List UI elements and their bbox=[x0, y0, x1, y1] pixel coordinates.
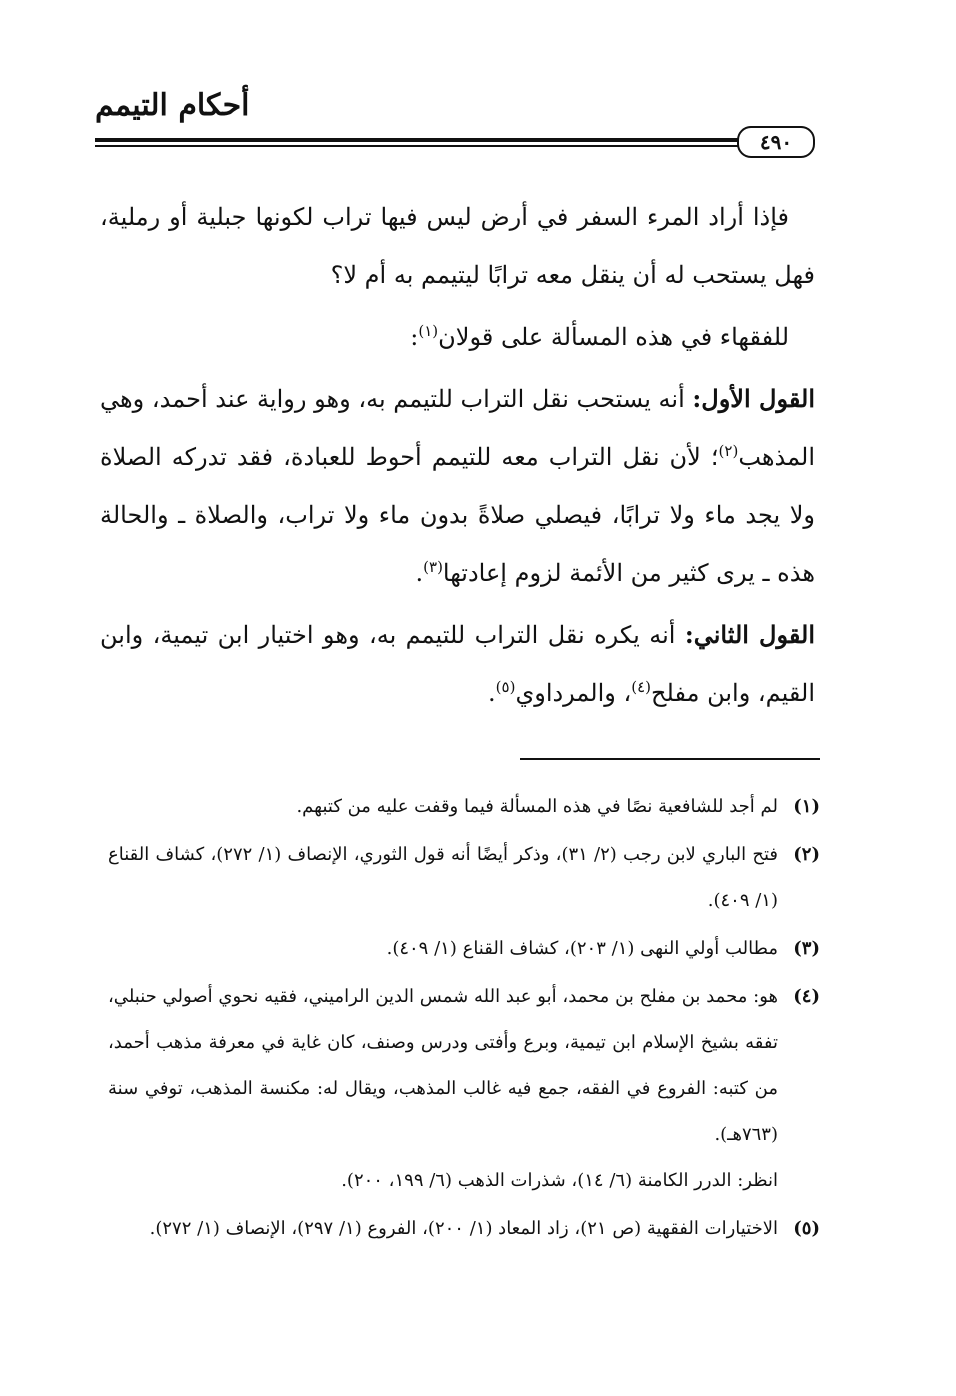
footnote-2 bbox=[108, 832, 820, 924]
footnote-separator bbox=[520, 758, 820, 760]
footnote-text: مطالب أولي النهى (١/ ٢٠٣)، كشاف القناع (١/ ٤٠٩). bbox=[386, 938, 778, 959]
footnote-5 bbox=[108, 1206, 820, 1252]
paragraph-second-opinion bbox=[100, 606, 815, 722]
header-rule-thin bbox=[95, 145, 745, 147]
footnote-number: (٢) bbox=[793, 844, 820, 865]
main-text bbox=[100, 188, 815, 722]
second-opinion-text-b: ، والمرداوي bbox=[515, 679, 632, 707]
paragraph-first-opinion bbox=[100, 370, 815, 602]
footnote-subreference: انظر: الدرر الكامنة (٦/ ١٤)، شذرات الذهب (٦/ ١٩٩، ٢٠٠). bbox=[341, 1170, 778, 1191]
footnote-ref-2: (٢) bbox=[718, 442, 739, 460]
page-number: ٤٩٠ bbox=[737, 126, 815, 158]
book-title: أحكام التيمم bbox=[95, 88, 250, 123]
footnote-text: الاختيارات الفقهية (ص ٢١)، زاد المعاد (١/ ٢٠٠)، الفروع (١/ ٢٩٧)، الإنصاف (١/ ٢٧٢). bbox=[149, 1218, 778, 1239]
footnote-ref-5: (٥) bbox=[495, 678, 516, 696]
footnote-number: (٤) bbox=[793, 986, 820, 1007]
footnote-number: (٣) bbox=[793, 938, 820, 959]
second-opinion-text-a: أنه يكره نقل التراب للتيمم به، وهو اختيار ابن تيمية، وابن القيم، وابن مفلح bbox=[100, 621, 815, 707]
second-opinion-lead: القول الثاني: bbox=[684, 620, 816, 649]
paragraph-question: فإذا أراد المرء السفر في أرض ليس فيها تراب لكونها جبلية أو رملية، فهل يستحب له أن ينقل معه ترابًا ليتيمم به أم لا؟ bbox=[100, 203, 815, 289]
footnote-4 bbox=[108, 974, 820, 1204]
second-opinion-end: . bbox=[488, 679, 496, 707]
footnote-text: لم أجد للشافعية نصًا في هذه المسألة فيما وقفت عليه من كتبهم. bbox=[296, 796, 778, 817]
first-opinion-text-b: ؛ لأن نقل التراب معه للتيمم أحوط للعبادة، فقد تدركه الصلاة ولا يجد ماء ولا ترابًا، فيصلي صلاةً بدون ماء ولا تراب، والصلاة ـ والحالة هذه ـ يرى كثير من الأئمة لزوم إعادتها bbox=[100, 443, 815, 587]
footnote-1 bbox=[108, 784, 820, 830]
footnote-ref-1: (١) bbox=[418, 322, 439, 340]
footnote-number: (١) bbox=[793, 796, 820, 817]
footnote-3 bbox=[108, 926, 820, 972]
paragraph-intro bbox=[100, 308, 815, 366]
first-opinion-end: . bbox=[415, 559, 424, 587]
first-opinion-lead: القول الأول: bbox=[692, 384, 815, 413]
footnotes bbox=[108, 784, 820, 1254]
first-opinion-text-a: أنه يستحب نقل التراب للتيمم به، وهو رواية عند أحمد، وهي المذهب bbox=[100, 385, 815, 471]
footnote-ref-3: (٣) bbox=[423, 558, 443, 576]
intro-end: : bbox=[410, 323, 419, 351]
footnote-number: (٥) bbox=[793, 1218, 820, 1239]
running-header bbox=[95, 82, 815, 162]
footnote-text: هو: محمد بن مفلح بن محمد، أبو عبد الله شمس الدين الراميني، فقيه نحوي أصولي حنبلي، تفقه بشيخ الإسلام ابن تيمية، وبرع وأفتى ودرس وصنف، كان غاية في معرفة مذهب أحمد، من كتبه: الفروع في الفقه، جمع فيه غالب المذهب، ويقال له: مكنسة المذهب، توفي سنة (٧٦٣هـ). bbox=[108, 986, 778, 1145]
header-rule-thick bbox=[95, 138, 745, 142]
intro-text: للفقهاء في هذه المسألة على قولان bbox=[438, 323, 789, 351]
footnote-text: فتح الباري لابن رجب (٢/ ٣١)، وذكر أيضًا أنه قول الثوري، الإنصاف (١/ ٢٧٢)، كشاف القناع (١/ ٤٠٩). bbox=[108, 844, 779, 911]
footnote-ref-4: (٤) bbox=[631, 678, 652, 696]
